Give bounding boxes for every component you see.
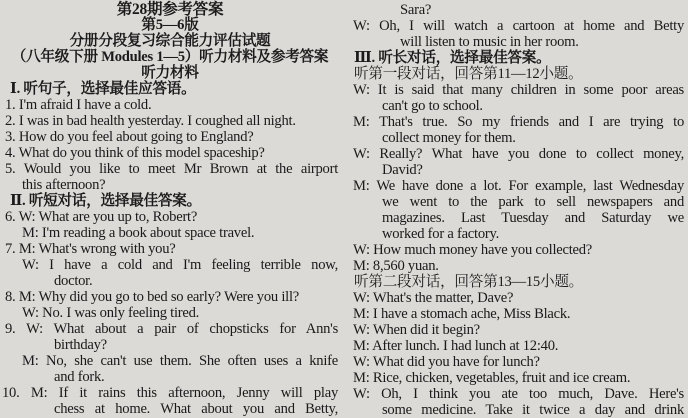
- right-line: M: I have a stomach ache, Miss Black.: [353, 306, 571, 322]
- right-line: can't go to school.: [382, 98, 483, 114]
- left-line: birthday?: [54, 337, 107, 353]
- right-line: some medicine. Take it twice a day and drink: [382, 402, 684, 418]
- left-line: 1. I'm afraid I have a cold.: [5, 97, 152, 113]
- left-line: M: No, she can't use them. She often uses a knife: [22, 353, 338, 369]
- right-line: M: We have done a lot. For example, last Wednesday: [353, 178, 684, 194]
- left-line: 8. M: Why did you go to bed so early? Were you ill?: [5, 289, 299, 305]
- left-line: 听力材料: [141, 65, 199, 81]
- right-line: worked for a factory.: [382, 226, 499, 242]
- left-line: 10. M: If it rains this afternoon, Jenny will play: [2, 385, 338, 401]
- right-line: David?: [382, 162, 423, 178]
- left-line: 5. Would you like to meet Mr Brown at the airport: [5, 161, 338, 177]
- right-line: 听第二段对话，回答第13—15小题。: [354, 274, 584, 290]
- left-line: 7. M: What's wrong with you?: [5, 241, 176, 257]
- left-line: 第28期参考答案: [116, 1, 224, 18]
- right-line: M: Rice, chicken, vegetables, fruit and ice cream.: [353, 370, 631, 386]
- right-line: collect money for them.: [382, 130, 516, 146]
- left-line: W: No. I was only feeling tired.: [22, 305, 200, 321]
- right-line: M: After lunch. I had lunch at 12:40.: [353, 338, 559, 354]
- left-line: this afternoon?: [22, 177, 106, 193]
- left-line: doctor.: [54, 273, 93, 289]
- left-line: 4. What do you think of this model spaceship?: [5, 145, 265, 161]
- right-line: W: Oh, I will watch a cartoon at home and Betty: [353, 18, 684, 34]
- left-line: W: I have a cold and I'm feeling terrible now,: [22, 257, 338, 273]
- right-line: magazines. Last Tuesday and Saturday we: [382, 210, 684, 226]
- right-line: W: What did you have for lunch?: [353, 354, 540, 370]
- left-line: 2. I was in bad health yesterday. I coughed all night.: [5, 113, 296, 129]
- left-line: （八年级下册 Modules 1—5）听力材料及参考答案: [11, 49, 329, 65]
- left-line: 分册分段复习综合能力评估试题: [69, 33, 271, 49]
- right-line: W: How much money have you collected?: [353, 242, 593, 258]
- right-line: W: It is said that many children in some poor areas: [353, 82, 684, 98]
- right-line: W: When did it begin?: [353, 322, 480, 338]
- left-line: 3. How do you feel about going to England?: [5, 129, 254, 145]
- left-line: chess at home. What about you and Betty,: [54, 401, 338, 417]
- left-line: Ⅰ. 听句子，选择最佳应答语。: [10, 81, 196, 97]
- right-line: will listen to music in her room.: [400, 34, 579, 50]
- right-line: Sara?: [400, 2, 432, 18]
- right-line: W: Really? What have you done to collect money,: [353, 146, 684, 162]
- right-line: W: Oh, I think you ate too much, Dave. Here's: [353, 386, 684, 402]
- right-line: W: What's the matter, Dave?: [353, 290, 514, 306]
- left-line: Ⅱ. 听短对话，选择最佳答案。: [10, 193, 201, 209]
- left-line: 6. W: What are you up to, Robert?: [5, 209, 198, 225]
- left-line: 9. W: What about a pair of chopsticks for Ann's: [5, 321, 338, 337]
- right-line: 听第一段对话，回答第11—12小题。: [354, 66, 583, 82]
- left-line: M: I'm reading a book about space travel.: [22, 225, 255, 241]
- right-line: Ⅲ. 听长对话，选择最佳答案。: [354, 50, 551, 66]
- right-line: we went to the park to sell newspapers and: [382, 194, 684, 210]
- left-line: 第5—6版: [141, 17, 199, 33]
- left-line: and fork.: [54, 369, 105, 385]
- right-line: M: 8,560 yuan.: [353, 258, 439, 274]
- right-line: M: That's true. So my friends and I are trying to: [353, 114, 684, 130]
